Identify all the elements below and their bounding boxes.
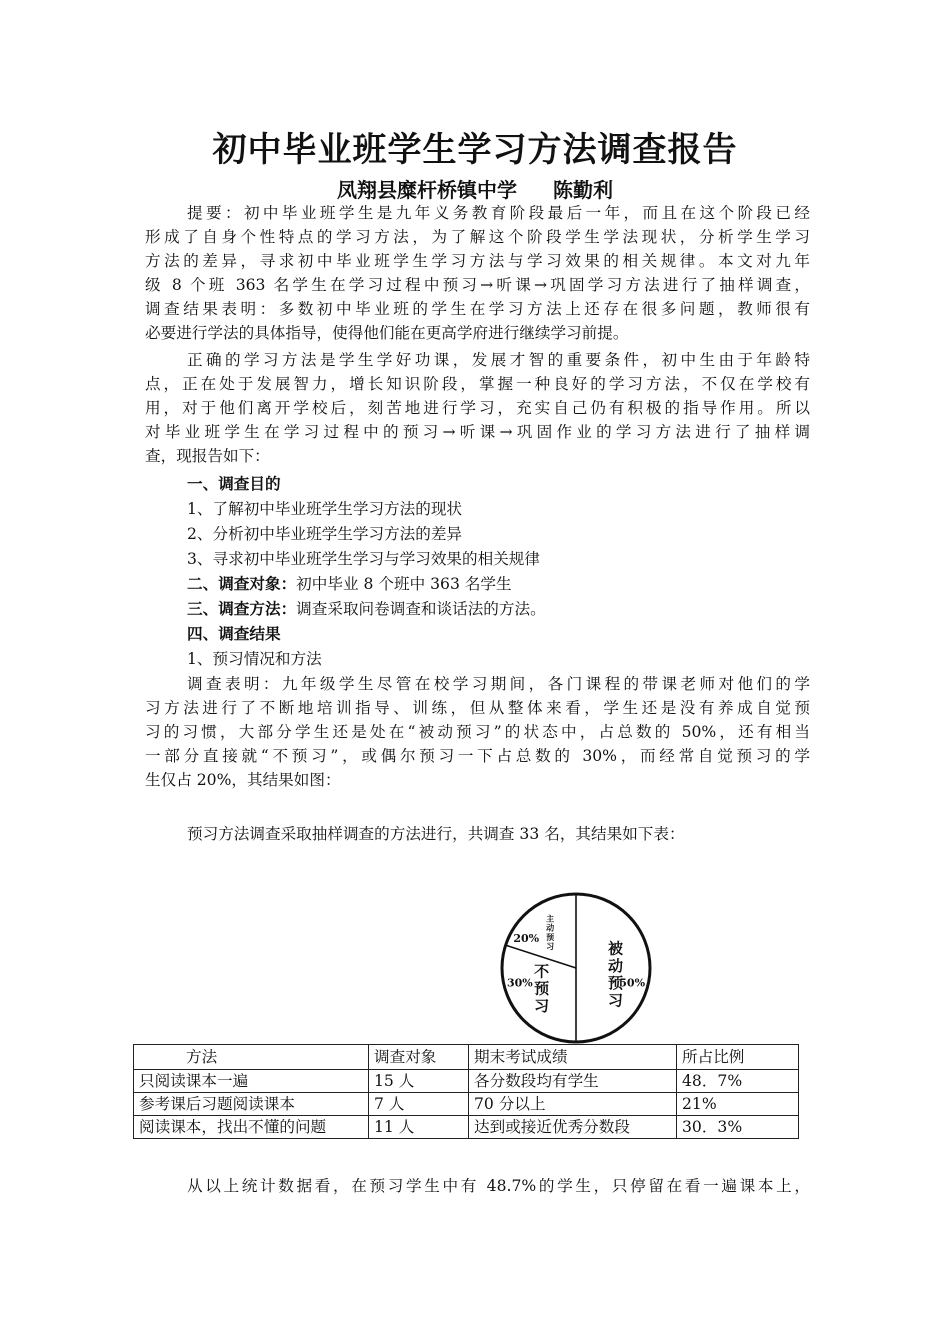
pie-chart xyxy=(496,888,656,1048)
table-cell: 11 人 xyxy=(369,1116,469,1139)
table-cell: 阅读课本，找出不懂的问题 xyxy=(134,1116,369,1139)
table-row xyxy=(134,1093,799,1116)
table-cell: 参考课后习题阅读课本 xyxy=(134,1093,369,1116)
list-item: 3、寻求初中毕业班学生学习与学习效果的相关规律 xyxy=(187,550,540,568)
abstract-line: 提要：初中毕业班学生是九年义务教育阶段最后一年，而且在这个阶段已经 xyxy=(187,204,810,222)
section-text: 初中毕业 8 个班中 363 名学生 xyxy=(296,575,512,593)
table-cell: 70 分以上 xyxy=(469,1093,677,1116)
author-school: 凤翔县糜杆桥镇中学 xyxy=(337,178,517,202)
table-cell: 48．7% xyxy=(677,1070,799,1093)
result-line: 习的习惯，大部分学生还是处在“被动预习”的状态中，占总数的 50%，还有相当 xyxy=(145,723,810,741)
subsection-heading: 1、预习情况和方法 xyxy=(187,650,322,668)
pie-slice-value: 30% xyxy=(506,976,533,990)
section-heading: 四、调查结果 xyxy=(187,625,281,643)
abstract-line: 必要进行学法的具体指导，使得他们能在更高学府进行继续学习前提。 xyxy=(145,324,629,342)
table-row xyxy=(134,1116,799,1139)
method-table xyxy=(133,1044,799,1139)
pie-slice-label: 不预习 xyxy=(534,962,550,1015)
abstract-line: 调查结果表明：多数初中毕业班的学生在学习方法上还存在很多问题，教师很有 xyxy=(145,300,810,318)
table-cell: 30．3% xyxy=(677,1116,799,1139)
table-cell: 只阅读课本一遍 xyxy=(134,1070,369,1093)
table-header-row xyxy=(134,1045,799,1070)
table-cell: 达到或接近优秀分数段 xyxy=(469,1116,677,1139)
method-line: 预习方法调查采取抽样调查的方法进行，共调查 33 名，其结果如下表： xyxy=(187,825,685,843)
abstract-line: 形成了自身个性特点的学习方法，为了解这个阶段学生学法现状，分析学生学习 xyxy=(145,228,810,246)
column-header: 所占比例 xyxy=(677,1045,799,1070)
abstract-line: 方法的差异，寻求初中毕业班学生学习方法与学习效果的相关规律。本文对九年 xyxy=(145,252,810,270)
intro-line: 用，对于他们离开学校后，刻苦地进行学习，充实自己仍有积极的指导作用。所以 xyxy=(145,399,810,417)
intro-line: 正确的学习方法是学生学好功课，发展才智的重要条件，初中生由于年龄特 xyxy=(187,351,810,369)
intro-line: 点，正在处于发展智力，增长知识阶段，掌握一种良好的学习方法，不仅在学校有 xyxy=(145,375,810,393)
table-cell: 7 人 xyxy=(369,1093,469,1116)
section-three xyxy=(187,597,810,621)
result-line: 生仅占 20%，其结果如图： xyxy=(145,771,341,789)
result-line: 调查表明：九年级学生尽管在校学习期间，各门课程的带课老师对他们的学 xyxy=(187,675,810,693)
list-item: 2、分析初中毕业班学生学习方法的差异 xyxy=(187,525,463,543)
table-cell: 15 人 xyxy=(369,1070,469,1093)
pie-slice-value: 50% xyxy=(619,976,646,990)
section-heading: 一、调查目的 xyxy=(187,475,281,493)
pie-slice-label: 被动预习 xyxy=(607,939,624,1010)
abstract-line: 级 8 个班 363 名学生在学习过程中预习→听课→巩固学习方法进行了抽样调查， xyxy=(145,276,810,294)
section-two xyxy=(187,572,810,596)
intro-line: 对毕业班学生在学习过程中的预习→听课→巩固作业的学习方法进行了抽样调 xyxy=(145,423,810,441)
column-header: 期末考试成绩 xyxy=(469,1045,677,1070)
table-cell: 各分数段均有学生 xyxy=(469,1070,677,1093)
table-row xyxy=(134,1070,799,1093)
section-heading: 二、调查对象： xyxy=(187,575,297,593)
list-item: 1、了解初中毕业班学生学习方法的现状 xyxy=(187,500,463,518)
author-name: 陈勤利 xyxy=(553,178,613,202)
pie-slice-label: 主动预习 xyxy=(546,913,555,952)
author-line xyxy=(0,177,950,203)
column-header: 调查对象 xyxy=(369,1045,469,1070)
document-title: 初中毕业班学生学习方法调查报告 xyxy=(212,130,738,170)
intro-line: 查，现报告如下： xyxy=(145,447,270,465)
section-text: 调查采取问卷调查和谈话法的方法。 xyxy=(296,600,546,618)
closing-line: 从以上统计数据看，在预习学生中有 48.7%的学生，只停留在看一遍课本上， xyxy=(187,1177,810,1195)
result-line: 一部分直接就“不预习”，或偶尔预习一下占总数的 30%，而经常自觉预习的学 xyxy=(145,747,810,765)
table-cell: 21% xyxy=(677,1093,799,1116)
column-header: 方法 xyxy=(134,1045,369,1070)
section-heading: 三、调查方法： xyxy=(187,600,297,618)
pie-slice-value: 20% xyxy=(513,932,540,946)
result-line: 习方法进行了不断地培训指导、训练，但从整体来看，学生还是没有养成自觉预 xyxy=(145,699,810,717)
